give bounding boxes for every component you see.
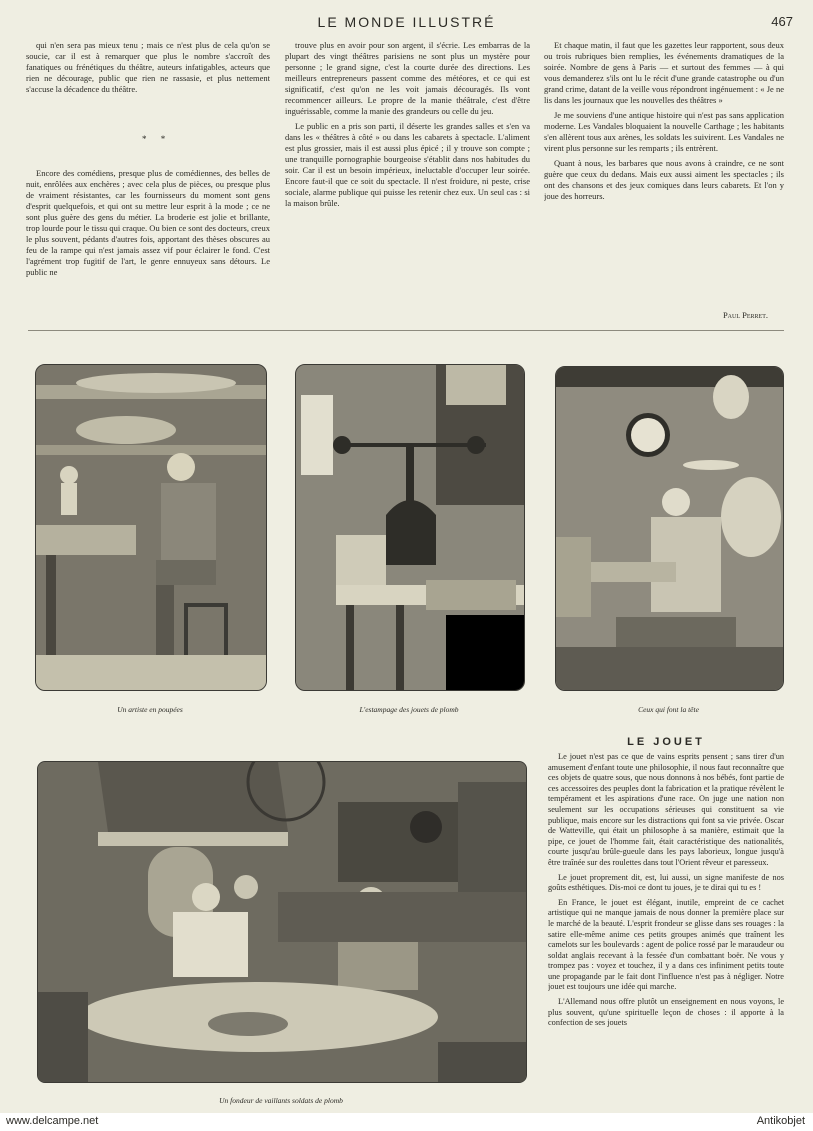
jouet-column — [548, 752, 784, 1110]
watermark-bar — [0, 1113, 813, 1131]
photo-caption: Ceux qui font la tête — [638, 705, 699, 714]
article-column-1a — [26, 40, 270, 136]
watermark-left[interactable]: www.delcampe.net — [6, 1115, 99, 1127]
paragraph: trouve plus en avoir pour son argent, il s'écrie. Les embarras de la plupart des vingt théâtres parisiens ne sont plus un mystère pour personne ; le grand signe, c'est la courte durée des directions. Les meilleurs entrepreneurs passent comme des météores, et ce qui est significatif, c'est qu'on ne les voit jamais découragés. Ils vont recommencer ailleurs. Le propre de la manie théâtrale, c'est d'être inguérissable, comme la manie des grandeurs ou celle du jeu. — [285, 40, 530, 116]
watermark-right[interactable]: Antikobjet — [756, 1115, 805, 1127]
paragraph: Quant à nous, les barbares que nous avons à craindre, ce ne sont guère que ceux du dedans. Mais eux aussi aiment les spectacles ; ils ont des chansons et des jeux comiques dans leurs cabarets. Et l'on y joue des horreurs. — [544, 158, 784, 201]
article-column-1b — [26, 168, 270, 318]
paragraph: Le public en a pris son parti, il déserte les grandes salles et s'en va dans les « théâtres à côté » ou dans les cabarets à spectacle. L'aliment est plus grossier, mais il est aussi plus épicé ; il y trouve son compte ; une tranquille pornographie bourgeoise s'établit dans nos habitudes du soir. Car il est un besoin impérieux, ineluctable d'occuper leur soirée. Encore faut-il que ce soit du spectacle. Il n'est froidure, ni peste, crise sociale, alarme publique qui puisse les retenir chez eux. Un seul cas : si la maison brûle. — [285, 121, 530, 208]
photo-caption: Un fondeur de vaillants soldats de plomb — [219, 1096, 343, 1105]
photo-lead-stamping-image — [296, 365, 524, 690]
photo-lead-soldier-founder-image — [38, 762, 526, 1082]
paragraph: Je me souviens d'une antique histoire qui n'est pas sans application moderne. Les Vandales bloquaient la nouvelle Carthage ; les habitants s'en allèrent tous aux arènes, les soldats les suivirent. Les Vandales ne virent plus personne sur les remparts ; ils entrèrent. — [544, 110, 784, 153]
page-number: 467 — [771, 14, 793, 29]
photo-caption: L'estampage des jouets de plomb — [359, 705, 459, 714]
photo-doll-artist — [35, 364, 267, 691]
article-column-2 — [285, 40, 530, 320]
photo-doll-artist-image — [36, 365, 266, 690]
author-signature: Paul Perret. — [722, 310, 768, 320]
photo-lead-soldier-founder — [37, 761, 527, 1083]
paragraph: L'Allemand nous offre plutôt un enseignement en nous voyons, le plus souvent, qu'une spirituelle leçon de choses : il apporte à la confection de ses jouets — [548, 997, 784, 1028]
masthead-title: LE MONDE ILLUSTRÉ — [317, 14, 496, 30]
photo-caption: Un artiste en poupées — [117, 705, 183, 714]
photo-head-makers-image — [556, 367, 783, 690]
photo-lead-stamping — [295, 364, 525, 691]
article-column-3 — [544, 40, 784, 305]
paragraph: Le jouet n'est pas ce que de vains esprits pensent ; sans tirer d'un amusement d'enfant toute une philosophie, il nous faut reconnaître que ces objets de quatre sous, que nous donnons à nos bébés, font partie de ces accessoires des peuples dont la fabrication et la pratique révèlent le tempérament et les aspirations d'une race. On juge une nation non seulement sur les occupations sérieuses qui constituent sa vie publique, mais encore sur les distractions qui font sa vie privée. Oscar de Watteville, qui était un philosophe à sa manière, estimait que la pipe, ce jouet de l'homme fait, était caractéristique des nationalités, courte jusqu'au brûle-gueule dans les pays laborieux, longue jusqu'à être traînée sur des roulettes dans tout l'Orient rêveur et paresseux. — [548, 752, 784, 867]
paragraph: Et chaque matin, il faut que les gazettes leur rapportent, sous deux ou trois rubriques bien remplies, les événements dramatiques de la soirée. Nombre de gens à Paris — et surtout des femmes — à qui vous demanderez s'ils ont lu le récit d'une grande catastrophe ou d'un grand crime, datant de la veille vous répondront ingénuement : « Je ne lis dans les journaux que les nouvelles des théâtres » — [544, 40, 784, 105]
paragraph: Encore des comédiens, presque plus de comédiennes, des belles de nuit, enrôlées aux enchères ; avec cela plus de pièces, ou presque plus de vraiment résistantes, car les fournisseurs du moment sont gens d'esprit quelquefois, et qui ont su mettre leur esprit à la mode ; ce ne sont plus guère des gens du métier. La broderie est jolie et brillante, trop lourde pour le tissu qui craque. Ou bien ce sont des docteurs, creux le plus souvent, pédants d'autres fois, apportant des thèses obscures au feu de la rampe qui n'est jamais assez vif pour éclairer le fond. C'est l'agrément trop fugitif de l'art, le genre ennuyeux sans détours. Le public ne — [26, 168, 270, 277]
paragraph: qui n'en sera pas mieux tenu ; mais ce n'est plus de cela qu'on se soucie, car il est à remarquer que plus le nombre s'accroît des fanatiques ou frénétiques du théâtre, auteurs infatigables, acteurs que rien ne décourage, public que rien ne rassasie, et plus nettement s'accuse la décadence du théâtre. — [26, 40, 270, 94]
paragraph: En France, le jouet est élégant, inutile, empreint de ce cachet artistique qui ne manque jamais de nous donner la première place sur le marché de la beauté. L'esprit frondeur se glisse dans ses rouages : la satire elle-même anime ces petits groupes animés que traînent les camelots sur les boulevards : agent de police rossé par le maraudeur ou soldat anglais recevant à la fessée d'un combattant boër. Ne vous y trompez pas : voyez et touchez, il y a dans ces infiniment petits toute une propagande par le fait dont l'influence n'est pas à négliger. Notre jouet est toujours une idée qui marche. — [548, 897, 784, 992]
section-title: LE JOUET — [627, 736, 705, 748]
paragraph: Le jouet proprement dit, est, lui aussi, un signe manifeste de nos goûts esthétiques. Dis-moi ce dont tu joues, je te dirai qui tu es ! — [548, 872, 784, 893]
divider — [28, 330, 784, 331]
section-stars: * * — [142, 134, 172, 144]
photo-head-makers — [555, 366, 784, 691]
